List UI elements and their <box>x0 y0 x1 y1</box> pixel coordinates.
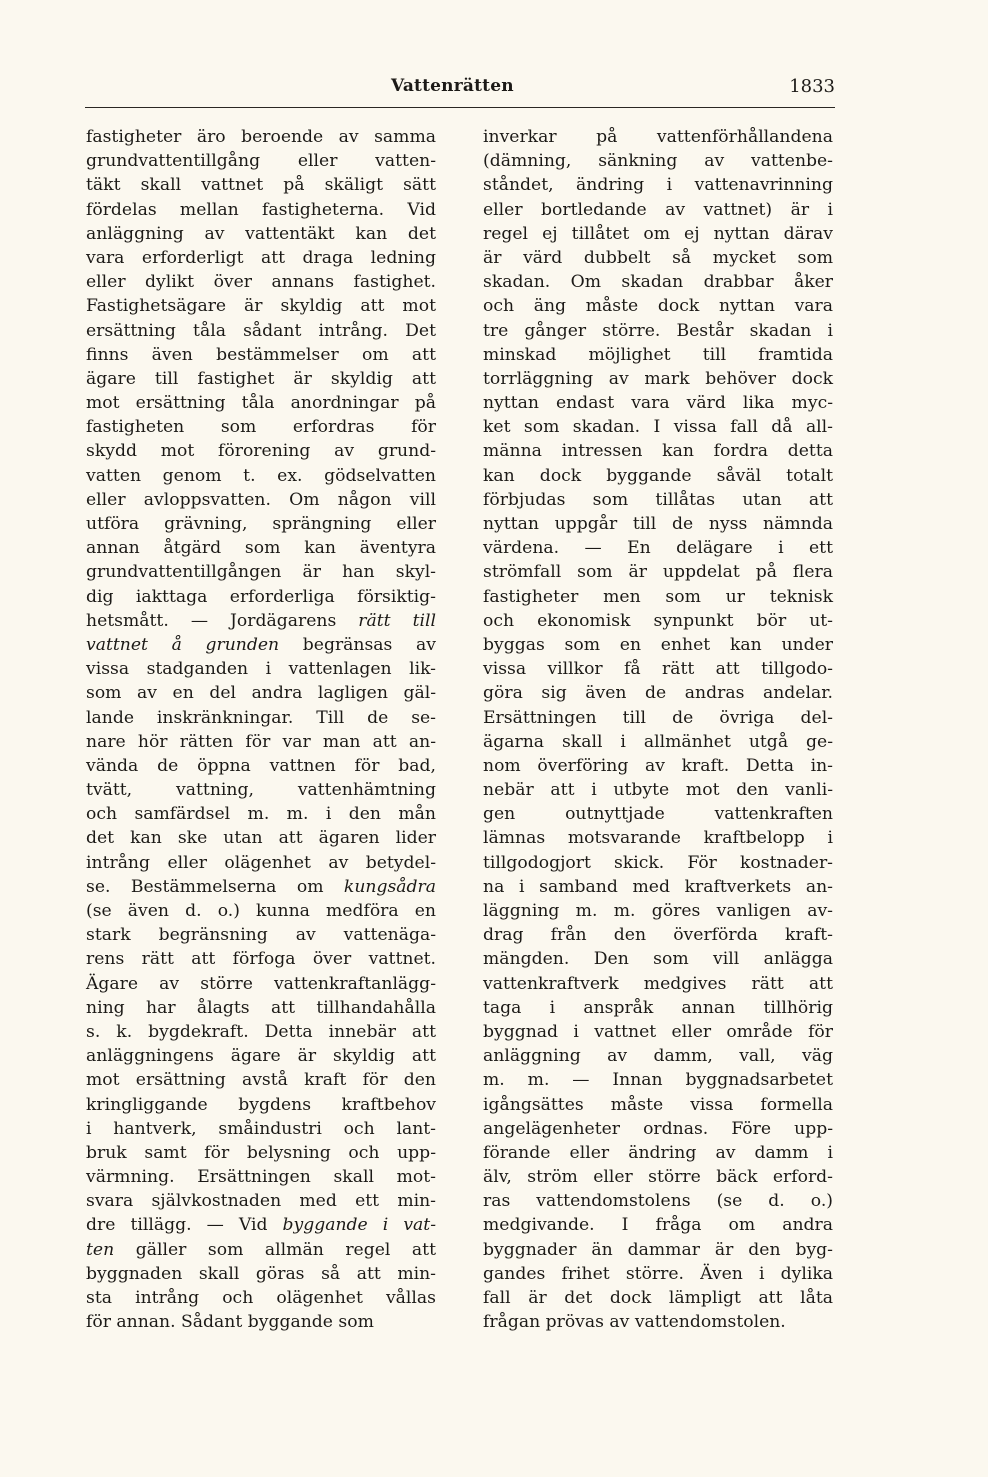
line-text-after: gäller som allmän regel att <box>114 1239 436 1260</box>
text-line <box>483 270 833 294</box>
line-text: nebär att i utbyte mot den vanli- <box>483 780 833 801</box>
line-text: sta intrång och olägenhet vållas <box>86 1288 436 1308</box>
text-line <box>86 609 436 633</box>
line-text: som av en del andra lagligen gäl- <box>86 683 436 704</box>
text-line <box>86 367 436 391</box>
line-text: gen outnyttjade vattenkraften <box>483 804 833 825</box>
text-line <box>483 343 833 367</box>
text-line <box>483 246 833 270</box>
text-line <box>483 754 833 778</box>
line-text: och äng måste dock nyttan vara <box>483 296 833 317</box>
line-text: rens rätt att förfoga över vattnet. <box>86 949 436 970</box>
line-text: förande eller ändring av damm i <box>483 1142 833 1163</box>
line-text: na i samband med kraftverkets an- <box>483 876 833 897</box>
text-line <box>483 439 833 463</box>
line-text: tillgodogjort skick. För kostnader- <box>483 852 833 873</box>
text-line <box>86 536 436 560</box>
text-line <box>86 851 436 875</box>
italic-term: vattnet å grunden <box>86 634 280 655</box>
text-line <box>483 1068 833 1092</box>
text-line <box>483 415 833 439</box>
line-text: kan dock byggande såväl totalt <box>483 465 833 486</box>
text-line <box>483 222 833 246</box>
text-line <box>483 512 833 536</box>
line-text: lande inskränkningar. Till de se- <box>86 707 436 728</box>
line-text: skadan. Om skadan drabbar åker <box>483 272 833 293</box>
line-text: och ekonomisk synpunkt bör ut- <box>483 610 833 631</box>
line-text: ras vattendomstolens (se d. o.) <box>483 1191 833 1212</box>
text-line <box>86 512 436 536</box>
line-text: männa intressen kan fordra detta <box>483 441 833 462</box>
line-text: fastigheten som erfordras för <box>86 417 436 438</box>
line-text: torrläggning av mark behöver dock <box>483 368 833 389</box>
text-line <box>483 560 833 584</box>
text-line <box>86 681 436 705</box>
line-text: i hantverk, småindustri och lant- <box>86 1118 436 1139</box>
text-line <box>483 851 833 875</box>
line-text: s. k. bygdekraft. Detta innebär att <box>86 1021 436 1042</box>
text-line <box>483 947 833 971</box>
text-line <box>86 1117 436 1141</box>
line-text: se. Bestämmelserna om <box>86 876 344 897</box>
text-line <box>86 1044 436 1068</box>
line-text: drag från den överförda kraft- <box>483 925 833 946</box>
text-line <box>86 439 436 463</box>
text-line <box>86 1141 436 1165</box>
text-line <box>86 633 436 657</box>
line-text: nare hör rätten för var man att an- <box>86 731 436 752</box>
text-line <box>483 996 833 1020</box>
header-rule <box>85 107 835 108</box>
line-text: fastigheter äro beroende av samma <box>86 127 436 147</box>
text-line <box>86 1068 436 1092</box>
line-text: minskad möjlighet till framtida <box>483 344 833 365</box>
text-line <box>86 125 436 149</box>
line-text: svara självkostnaden med ett min- <box>86 1191 436 1212</box>
text-line <box>483 173 833 197</box>
line-text: Ersättningen till de övriga del- <box>483 707 833 728</box>
line-text: ersättning tåla sådant intrång. Det <box>86 320 436 341</box>
text-line <box>483 730 833 754</box>
text-line <box>86 754 436 778</box>
text-line <box>483 1117 833 1141</box>
line-text: hetsmått. — Jordägarens <box>86 610 359 631</box>
text-line <box>86 415 436 439</box>
text-line <box>483 125 833 149</box>
text-line <box>86 173 436 197</box>
line-text: nom överföring av kraft. Detta in- <box>483 755 833 776</box>
text-line <box>86 1310 436 1334</box>
line-text: för annan. Sådant byggande som <box>86 1312 374 1333</box>
text-line <box>86 826 436 850</box>
text-line <box>86 778 436 802</box>
line-text: annan åtgärd som kan äventyra <box>86 538 436 559</box>
text-line <box>483 585 833 609</box>
text-line <box>483 778 833 802</box>
text-line <box>483 633 833 657</box>
line-text: byggas som en enhet kan under <box>483 634 833 655</box>
text-line <box>86 222 436 246</box>
text-line <box>86 923 436 947</box>
line-text: grundvattentillgång eller vatten- <box>86 151 436 172</box>
line-text: m. m. — Innan byggnadsarbetet <box>483 1070 833 1091</box>
line-text: byggnad i vattnet eller område för <box>483 1021 833 1042</box>
line-text: medgivande. I fråga om andra <box>483 1215 833 1236</box>
line-text: vända de öppna vattnen för bad, <box>86 755 436 776</box>
text-line <box>483 657 833 681</box>
text-line <box>86 1020 436 1044</box>
line-text: tvätt, vattning, vattenhämtning <box>86 780 436 801</box>
text-line <box>86 947 436 971</box>
line-text: Fastighetsägare är skyldig att mot <box>86 296 436 317</box>
line-text: regel ej tillåtet om ej nyttan därav <box>483 223 833 244</box>
line-text: finns även bestämmelser om att <box>86 344 436 365</box>
text-line <box>483 609 833 633</box>
text-line <box>86 802 436 826</box>
text-line <box>86 488 436 512</box>
text-line <box>86 1093 436 1117</box>
line-text: det kan ske utan att ägaren lider <box>86 828 436 849</box>
line-text-after: begränsas av <box>279 634 436 655</box>
text-line <box>483 149 833 173</box>
text-line <box>483 826 833 850</box>
running-header <box>85 74 835 102</box>
line-text: fördelas mellan fastigheterna. Vid <box>86 199 436 220</box>
line-text: tre gånger större. Består skadan i <box>483 320 833 341</box>
text-line <box>86 996 436 1020</box>
line-text: nyttan endast vara värd lika myc- <box>483 393 833 414</box>
line-text: intrång eller olägenhet av betydel- <box>86 852 436 873</box>
line-text: skydd mot förorening av grund- <box>86 441 436 462</box>
text-line <box>483 367 833 391</box>
text-line <box>86 464 436 488</box>
text-line <box>483 1286 833 1310</box>
line-text: ägare till fastighet är skyldig att <box>86 368 436 389</box>
text-line <box>86 391 436 415</box>
line-text: dig iakttaga erforderliga försiktig- <box>86 586 436 607</box>
line-text: täkt skall vattnet på skäligt sätt <box>86 175 436 196</box>
text-line <box>86 730 436 754</box>
line-text: värdena. — En delägare i ett <box>483 538 833 559</box>
text-line <box>483 899 833 923</box>
text-line <box>483 1141 833 1165</box>
italic-term: kungsådra <box>343 876 436 897</box>
line-text: göra sig även de andras andelar. <box>483 683 833 704</box>
line-text: byggnader än dammar är den byg- <box>483 1239 833 1260</box>
text-line <box>86 706 436 730</box>
line-text: ståndet, ändring i vattenavrinning <box>483 175 833 196</box>
text-line <box>483 464 833 488</box>
line-text: mot ersättning avstå kraft för den <box>86 1070 436 1091</box>
text-line <box>86 560 436 584</box>
right-column <box>483 125 833 1334</box>
line-text: mängden. Den som vill anlägga <box>483 949 833 970</box>
line-text: dre tillägg. — Vid <box>86 1215 283 1236</box>
line-text: ägarna skall i allmänhet utgå ge- <box>483 731 833 752</box>
page-number: 1833 <box>789 76 835 97</box>
italic-term: ten <box>86 1239 115 1260</box>
text-line <box>483 972 833 996</box>
text-line <box>86 585 436 609</box>
line-text: igångsättes måste vissa formella <box>483 1094 833 1115</box>
text-line <box>483 1310 833 1334</box>
text-line <box>483 198 833 222</box>
text-line <box>86 343 436 367</box>
line-text: strömfall som är uppdelat på flera <box>483 562 833 583</box>
italic-term: byggande i vat- <box>282 1215 436 1236</box>
line-text: inverkar på vattenförhållandena <box>483 127 833 147</box>
text-line <box>86 1238 436 1262</box>
line-text: förbjudas som tillåtas utan att <box>483 489 833 510</box>
line-text: (se även d. o.) kunna medföra en <box>86 901 436 921</box>
line-text: vissa villkor få rätt att tillgodo- <box>483 659 833 680</box>
line-text: angelägenheter ordnas. Före upp- <box>483 1118 833 1139</box>
text-line <box>86 294 436 318</box>
text-line <box>483 802 833 826</box>
text-line <box>483 1189 833 1213</box>
line-text: anläggningens ägare är skyldig att <box>86 1046 436 1067</box>
line-text: värmning. Ersättningen skall mot- <box>86 1167 436 1188</box>
text-line <box>86 149 436 173</box>
italic-term: rätt till <box>358 610 436 631</box>
text-line <box>483 488 833 512</box>
text-line <box>86 899 436 923</box>
text-line <box>483 1213 833 1237</box>
text-line <box>86 270 436 294</box>
line-text: utföra grävning, sprängning eller <box>86 514 436 534</box>
line-text: Ägare av större vattenkraftanlägg- <box>86 973 436 994</box>
text-line <box>86 1189 436 1213</box>
line-text: byggnaden skall göras så att min- <box>86 1263 436 1284</box>
text-line <box>483 681 833 705</box>
line-text: stark begränsning av vattenäga- <box>86 925 436 946</box>
text-line <box>483 706 833 730</box>
line-text: bruk samt för belysning och upp- <box>86 1142 436 1163</box>
text-line <box>483 1044 833 1068</box>
text-line <box>86 319 436 343</box>
text-line <box>483 875 833 899</box>
line-text: älv, ström eller större bäck erford- <box>483 1167 833 1188</box>
text-line <box>483 391 833 415</box>
line-text: kringliggande bygdens kraftbehov <box>86 1094 436 1115</box>
text-line <box>86 1213 436 1237</box>
line-text: fall är det dock lämpligt att låta <box>483 1288 833 1308</box>
line-text: frågan prövas av vattendomstolen. <box>483 1312 786 1333</box>
text-line <box>483 319 833 343</box>
line-text: anläggning av damm, vall, väg <box>483 1046 833 1067</box>
text-line <box>483 1093 833 1117</box>
line-text: eller avloppsvatten. Om någon vill <box>86 489 436 510</box>
line-text: är värd dubbelt så mycket som <box>483 247 833 268</box>
text-line <box>483 1238 833 1262</box>
line-text: vissa stadganden i vattenlagen lik- <box>86 659 436 680</box>
line-text: eller bortledande av vattnet) är i <box>483 199 833 220</box>
text-line <box>86 1262 436 1286</box>
text-line <box>86 972 436 996</box>
line-text: eller dylikt över annans fastighet. <box>86 272 436 293</box>
line-text: taga i anspråk annan tillhörig <box>483 997 833 1018</box>
text-line <box>86 657 436 681</box>
text-line <box>483 1165 833 1189</box>
text-line <box>483 1020 833 1044</box>
line-text: ket som skadan. I vissa fall då all- <box>483 417 833 438</box>
text-line <box>86 198 436 222</box>
text-line <box>483 1262 833 1286</box>
text-line <box>483 923 833 947</box>
text-line <box>86 875 436 899</box>
line-text: vattenkraftverk medgives rätt att <box>483 973 833 994</box>
line-text: ning har ålagts att tillhandahålla <box>86 997 436 1018</box>
line-text: nyttan uppgår till de nyss nämnda <box>483 514 833 534</box>
text-line <box>483 536 833 560</box>
left-column <box>86 125 436 1334</box>
text-line <box>86 1286 436 1310</box>
text-line <box>86 1165 436 1189</box>
running-title: Vattenrätten <box>391 76 514 96</box>
line-text: vara erforderligt att draga ledning <box>86 247 436 268</box>
line-text: läggning m. m. göres vanligen av- <box>483 901 833 921</box>
text-line <box>483 294 833 318</box>
line-text: lämnas motsvarande kraftbelopp i <box>483 828 833 849</box>
line-text: (dämning, sänkning av vattenbe- <box>483 151 833 172</box>
text-line <box>86 246 436 270</box>
line-text: anläggning av vattentäkt kan det <box>86 223 436 244</box>
line-text: mot ersättning tåla anordningar på <box>86 393 436 414</box>
line-text: grundvattentillgången är han skyl- <box>86 562 436 583</box>
line-text: vatten genom t. ex. gödselvatten <box>86 465 436 486</box>
line-text: gandes frihet större. Även i dylika <box>483 1263 833 1284</box>
line-text: fastigheter men som ur teknisk <box>483 586 833 607</box>
line-text: och samfärdsel m. m. i den mån <box>86 804 436 825</box>
